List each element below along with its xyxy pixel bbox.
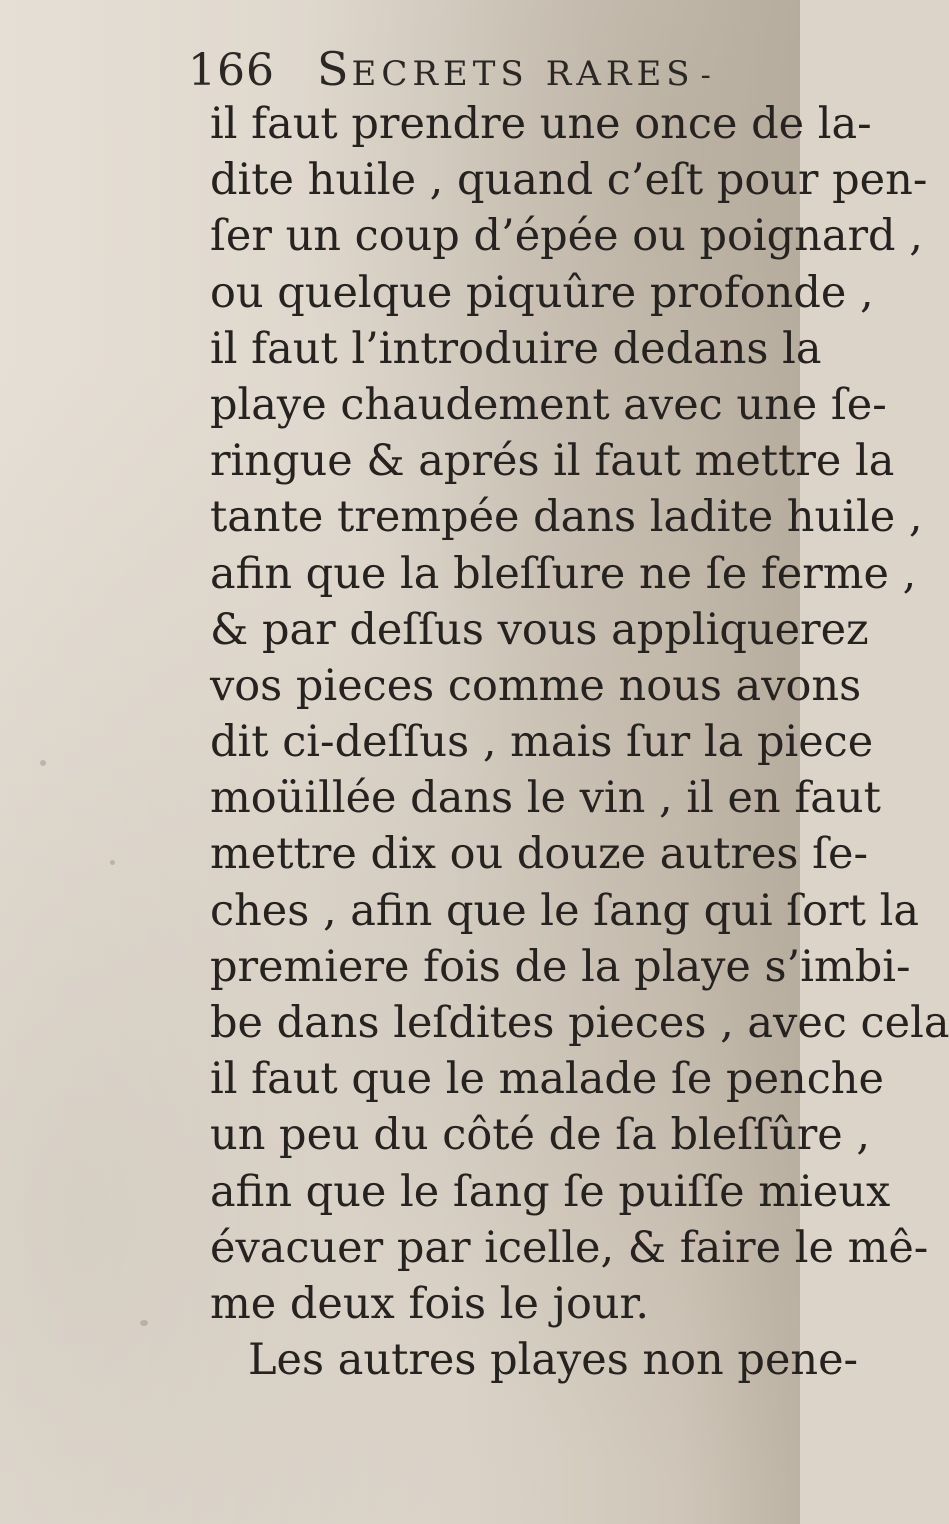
text-line: moüillée dans le vin , il en faut [210, 773, 881, 824]
text-line: me deux fois le jour. [210, 1278, 650, 1329]
text-line: premiere fois de la playe s’imbi- [210, 941, 911, 992]
running-title-initial: S [316, 42, 352, 96]
text-line: ches , afin que le ſang qui ſort la [210, 885, 919, 936]
text-line: un peu du côté de ſa bleſſûre , [210, 1110, 871, 1161]
text-line: dit ci-deſſus , mais ſur la piece [210, 717, 874, 768]
running-title-word-2: RARES [545, 54, 695, 94]
text-line: mettre dix ou douze autres ſe- [210, 829, 869, 880]
text-line: il faut que le malade ſe penche [210, 1054, 884, 1105]
text-line: afin que la bleſſure ne ſe ferme , [210, 548, 917, 599]
text-line: dite huile , quand c’eſt pour pen- [210, 155, 928, 206]
text-line: ou quelque piquûre profonde , [210, 267, 874, 318]
text-line: ringue & aprés il faut mettre la [210, 436, 895, 487]
text-line: tante trempée dans ladite huile , [210, 492, 923, 543]
page-stain [40, 760, 46, 766]
text-line: vos pieces comme nous avons [210, 660, 862, 711]
running-title-word-1: ECRETS [351, 54, 529, 94]
text-line: évacuer par icelle, & faire le mê- [210, 1222, 929, 1273]
page-stain [110, 860, 115, 865]
page-stain [140, 1320, 148, 1326]
text-line: be dans leſdites pieces , avec cela [210, 998, 949, 1048]
text-line: afin que le ſang ſe puiſſe mieux [210, 1166, 891, 1217]
page-body-text [210, 96, 949, 1388]
running-title-dash: - [700, 58, 714, 93]
text-line: & par deſſus vous appliquerez [210, 604, 869, 655]
text-line: il faut l’introduire dedans la [210, 323, 822, 374]
page-number: 166 [188, 45, 275, 96]
text-line: ſer un coup d’épée ou poignard , [210, 211, 923, 262]
paragraph-start-line: Les autres playes non pene- [248, 1335, 859, 1386]
running-header [188, 42, 714, 96]
text-line: il faut prendre une once de la- [210, 99, 872, 149]
text-line: playe chaudement avec une ſe- [210, 379, 887, 430]
